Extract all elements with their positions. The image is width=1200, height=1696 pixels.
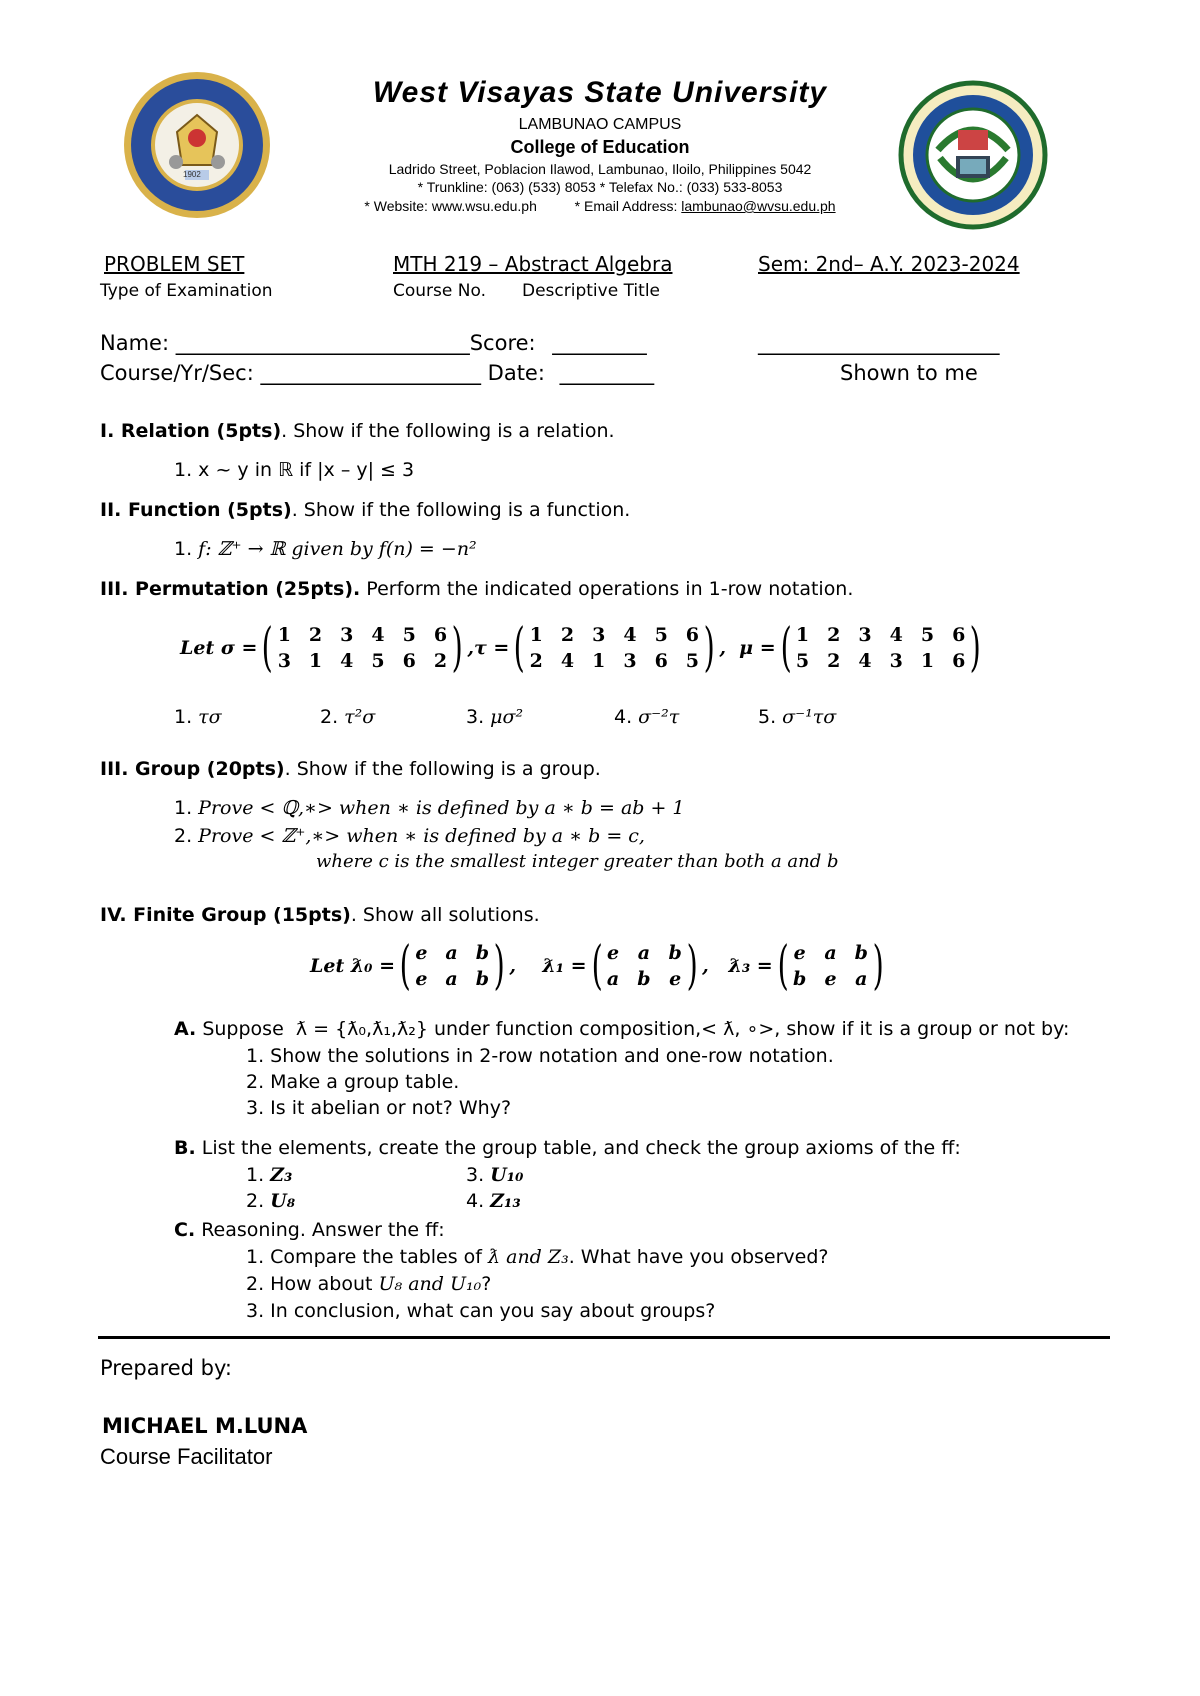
sigma-entry: 6	[433, 624, 448, 646]
part-b-item-4	[466, 1190, 521, 1212]
function-item-1	[174, 538, 477, 560]
c1-math: ƛ and Z₃	[488, 1246, 569, 1268]
permutation-op-4	[614, 706, 679, 728]
permutation-op-1	[174, 706, 222, 728]
contact-line	[300, 198, 900, 214]
score-field[interactable]: _________	[552, 331, 647, 355]
op-expression: τ²σ	[344, 706, 376, 728]
part-b-label: B.	[174, 1137, 196, 1159]
permutation-op-3	[466, 706, 523, 728]
tau-entry: 1	[592, 650, 606, 672]
university-name: West Visayas State University	[372, 76, 828, 109]
c1-text: 1. Compare the tables of	[246, 1246, 489, 1268]
lambda3-entry: a	[824, 942, 837, 964]
course-no-label: Course No.	[393, 281, 486, 301]
sigma-entry: 6	[402, 650, 416, 672]
date-label: Date:	[480, 361, 552, 385]
part-b-item-3	[466, 1164, 523, 1186]
part-c-item-1	[246, 1246, 829, 1268]
section-group-heading	[100, 758, 601, 780]
college-name: College of Education	[510, 137, 690, 157]
mu-entry: 4	[858, 650, 872, 672]
section-function-desc: . Show if the following is a function.	[291, 499, 631, 521]
part-c-item-2	[246, 1273, 491, 1295]
item-group: Z₁₃	[490, 1190, 521, 1212]
group-item-1-expr: Prove < ℚ,∗> when ∗ is defined by a ∗ b = ab + 1	[198, 797, 685, 819]
right-seal-logo	[898, 80, 1048, 230]
sigma-entry: 4	[340, 650, 354, 672]
left-seal-logo	[122, 70, 272, 220]
mu-label: , μ =	[719, 637, 776, 659]
mu-entry: 3	[889, 650, 903, 672]
lambda3-entry: b	[793, 968, 807, 990]
item-number: 1.	[174, 797, 199, 819]
lambda3-entry: a	[855, 968, 868, 990]
part-a-text: Suppose ƛ = {ƛ₀,ƛ₁,ƛ₂} under function composition,< ƛ, ∘>, show if it is a group or not by:	[196, 1018, 1070, 1040]
exam-type-value: PROBLEM SET	[104, 252, 245, 276]
sigma-entry: 3	[340, 624, 354, 646]
relation-item-1: 1. x ~ y in ℝ if |x – y| ≤ 3	[174, 459, 415, 481]
tau-entry: 5	[685, 650, 700, 672]
sigma-entry: 2	[433, 650, 448, 672]
descriptive-title-label: Descriptive Title	[522, 281, 661, 301]
item-group: Z₃	[270, 1164, 293, 1186]
score-signature-field[interactable]: _______________________	[758, 331, 1000, 355]
part-c-text: Reasoning. Answer the ff:	[195, 1219, 445, 1241]
let-sigma-label: Let σ =	[180, 637, 258, 659]
lambda3-entry: b	[854, 942, 868, 964]
group-item-2-expr: Prove < ℤ⁺,∗> when ∗ is defined by a ∗ b = c,	[198, 825, 645, 847]
c2-math: U₈ and U₁₀	[378, 1273, 482, 1295]
permutation-op-5	[758, 706, 836, 728]
lambda3-label: , ƛ₃ =	[702, 955, 773, 977]
tau-entry: 1	[529, 624, 543, 646]
tau-entry: 6	[685, 624, 700, 646]
left-seal-year: 1902	[183, 170, 201, 179]
part-b-item-2	[246, 1190, 295, 1212]
shown-to-me-label: Shown to me	[840, 361, 978, 385]
op-number: 4.	[614, 706, 639, 728]
function-item-number: 1.	[174, 538, 199, 560]
facilitator-role: Course Facilitator	[100, 1444, 273, 1469]
group-item-1	[174, 797, 685, 819]
mu-entry: 4	[889, 624, 903, 646]
lambda0-entry: a	[445, 942, 458, 964]
part-c-prompt	[174, 1219, 445, 1241]
function-expression: f: ℤ⁺ → ℝ given by f(n) = −n²	[198, 538, 477, 560]
item-number: 3.	[466, 1164, 491, 1186]
item-number: 2.	[174, 825, 199, 847]
op-expression: μσ²	[490, 706, 524, 728]
course-yr-sec-label: Course/Yr/Sec:	[100, 361, 261, 385]
lambda3-matrix: ( e a b b e a )	[777, 936, 884, 996]
section-permutation-desc: Perform the indicated operations in 1-row notation.	[360, 578, 854, 600]
address: Ladrido Street, Poblacion Ilawod, Lambunao, Iloilo, Philippines 5042	[388, 161, 812, 177]
section-function-heading	[100, 499, 630, 521]
c2-text-end: ?	[481, 1273, 492, 1295]
sigma-entry: 2	[308, 624, 323, 646]
sigma-entry: 1	[308, 650, 323, 672]
lambda1-entry: e	[669, 968, 682, 990]
lambda0-entry: b	[475, 968, 490, 990]
section-relation-title: I. Relation (5pts)	[100, 420, 282, 442]
mu-entry: 6	[952, 624, 966, 646]
name-label: Name:	[100, 331, 176, 355]
part-b-item-1	[246, 1164, 292, 1186]
semester-value: Sem: 2nd– A.Y. 2023-2024	[758, 252, 1020, 276]
lambda0-entry: e	[415, 968, 428, 990]
section-group-title: III. Group (20pts)	[100, 758, 285, 780]
part-b-text: List the elements, create the group table, and check the group axioms of the ff:	[195, 1137, 961, 1159]
item-group: U₈	[270, 1190, 296, 1212]
c1-text-end: . What have you observed?	[568, 1246, 829, 1268]
mu-entry: 6	[952, 650, 966, 672]
sigma-entry: 4	[371, 624, 385, 646]
tau-entry: 4	[560, 650, 575, 672]
exam-type-label: Type of Examination	[100, 281, 273, 301]
lambda1-entry: a	[606, 968, 620, 990]
sigma-entry: 5	[371, 650, 385, 672]
mu-entry: 5	[795, 650, 810, 672]
tau-entry: 2	[560, 624, 575, 646]
phone-numbers: * Trunkline: (063) (533) 8053 * Telefax No.: (033) 533-8053	[417, 179, 783, 195]
sigma-entry: 3	[277, 650, 291, 672]
section-finite-group-desc: . Show all solutions.	[350, 904, 540, 926]
part-c-label: C.	[174, 1219, 196, 1241]
section-finite-group-title: IV. Finite Group (15pts)	[100, 904, 351, 926]
op-expression: σ⁻²τ	[638, 706, 680, 728]
mu-matrix: ( 1 2 3 4 5 6 5 2 4 3 1 6 )	[780, 618, 982, 678]
op-number: 1.	[174, 706, 199, 728]
footer-divider	[98, 1336, 1110, 1339]
tau-matrix: ( 1 2 3 4 5 6 2 4 1 3 6 5 )	[513, 618, 715, 678]
group-item-2-continuation: where c is the smallest integer greater than both a and b	[316, 851, 839, 872]
prepared-by-label: Prepared by:	[100, 1356, 232, 1380]
mu-entry: 2	[827, 650, 841, 672]
lambda1-entry: b	[668, 942, 682, 964]
section-function-title: II. Function (5pts)	[100, 499, 292, 521]
email-link[interactable]: lambunao@wvsu.edu.ph	[681, 198, 836, 214]
sigma-matrix: ( 1 2 3 4 5 6 3 1 4 5 6 2 )	[261, 618, 463, 678]
part-b-prompt	[174, 1137, 961, 1159]
part-a-item-2: 2. Make a group table.	[246, 1071, 460, 1093]
part-a-item-1: 1. Show the solutions in 2-row notation and one-row notation.	[246, 1045, 834, 1067]
name-field[interactable]: ____________________________	[175, 331, 470, 355]
tau-entry: 3	[592, 624, 606, 646]
part-c-item-3: 3. In conclusion, what can you say about groups?	[246, 1300, 716, 1322]
tau-label: ,τ =	[467, 637, 510, 659]
tau-entry: 6	[654, 650, 668, 672]
lambda0-matrix: ( e a b e a b )	[399, 936, 505, 996]
item-number: 1.	[246, 1164, 271, 1186]
tau-entry: 3	[623, 650, 637, 672]
course-row	[100, 361, 654, 385]
op-expression: σ⁻¹τσ	[782, 706, 837, 728]
op-expression: τσ	[198, 706, 222, 728]
permutation-definitions	[180, 618, 986, 678]
name-row	[100, 331, 647, 355]
lambda1-entry: a	[637, 942, 650, 964]
email-label: * Email Address:	[574, 198, 682, 214]
sigma-entry: 5	[402, 624, 416, 646]
campus-name: LAMBUNAO CAMPUS	[518, 116, 682, 133]
op-number: 5.	[758, 706, 783, 728]
item-group: U₁₀	[490, 1164, 524, 1186]
part-a-prompt	[174, 1018, 1069, 1040]
lambda3-entry: e	[793, 942, 806, 964]
mu-entry: 2	[827, 624, 841, 646]
website: * Website: www.wsu.edu.ph	[364, 198, 537, 214]
c2-text: 2. How about	[246, 1273, 379, 1295]
mu-entry: 1	[920, 650, 935, 672]
lambda0-entry: e	[415, 942, 428, 964]
part-a-item-3: 3. Is it abelian or not? Why?	[246, 1097, 512, 1119]
op-number: 3.	[466, 706, 491, 728]
let-lambda0-label: Let ƛ₀ =	[310, 955, 396, 977]
section-finite-group-heading	[100, 904, 540, 926]
lambda1-matrix: ( e a b a b e )	[591, 936, 698, 996]
tau-entry: 5	[654, 624, 668, 646]
part-a-label: A.	[174, 1018, 197, 1040]
section-group-desc: . Show if the following is a group.	[284, 758, 601, 780]
sigma-entry: 1	[277, 624, 291, 646]
lambda-definitions	[310, 936, 888, 996]
lambda0-entry: b	[475, 942, 490, 964]
course-value: MTH 219 – Abstract Algebra	[393, 252, 673, 276]
lambda1-entry: b	[637, 968, 651, 990]
lambda1-label: , ƛ₁ =	[509, 955, 587, 977]
mu-entry: 5	[920, 624, 935, 646]
mu-entry: 3	[858, 624, 872, 646]
section-permutation-heading	[100, 578, 853, 600]
date-field[interactable]: _________	[559, 361, 655, 385]
item-number: 4.	[466, 1190, 491, 1212]
section-permutation-title: III. Permutation (25pts).	[100, 578, 361, 600]
item-number: 2.	[246, 1190, 271, 1212]
lambda3-entry: e	[824, 968, 837, 990]
lambda0-entry: a	[445, 968, 458, 990]
mu-entry: 1	[795, 624, 810, 646]
op-number: 2.	[320, 706, 345, 728]
tau-entry: 2	[529, 650, 543, 672]
permutation-op-2	[320, 706, 375, 728]
facilitator-name: MICHAEL M.LUNA	[102, 1414, 308, 1438]
tau-entry: 4	[623, 624, 637, 646]
section-relation-heading	[100, 420, 615, 442]
course-yr-sec-field[interactable]: _____________________	[260, 361, 481, 385]
score-label: Score:	[469, 331, 543, 355]
group-item-2	[174, 825, 645, 847]
section-relation-desc: . Show if the following is a relation.	[281, 420, 615, 442]
lambda1-entry: e	[607, 942, 620, 964]
